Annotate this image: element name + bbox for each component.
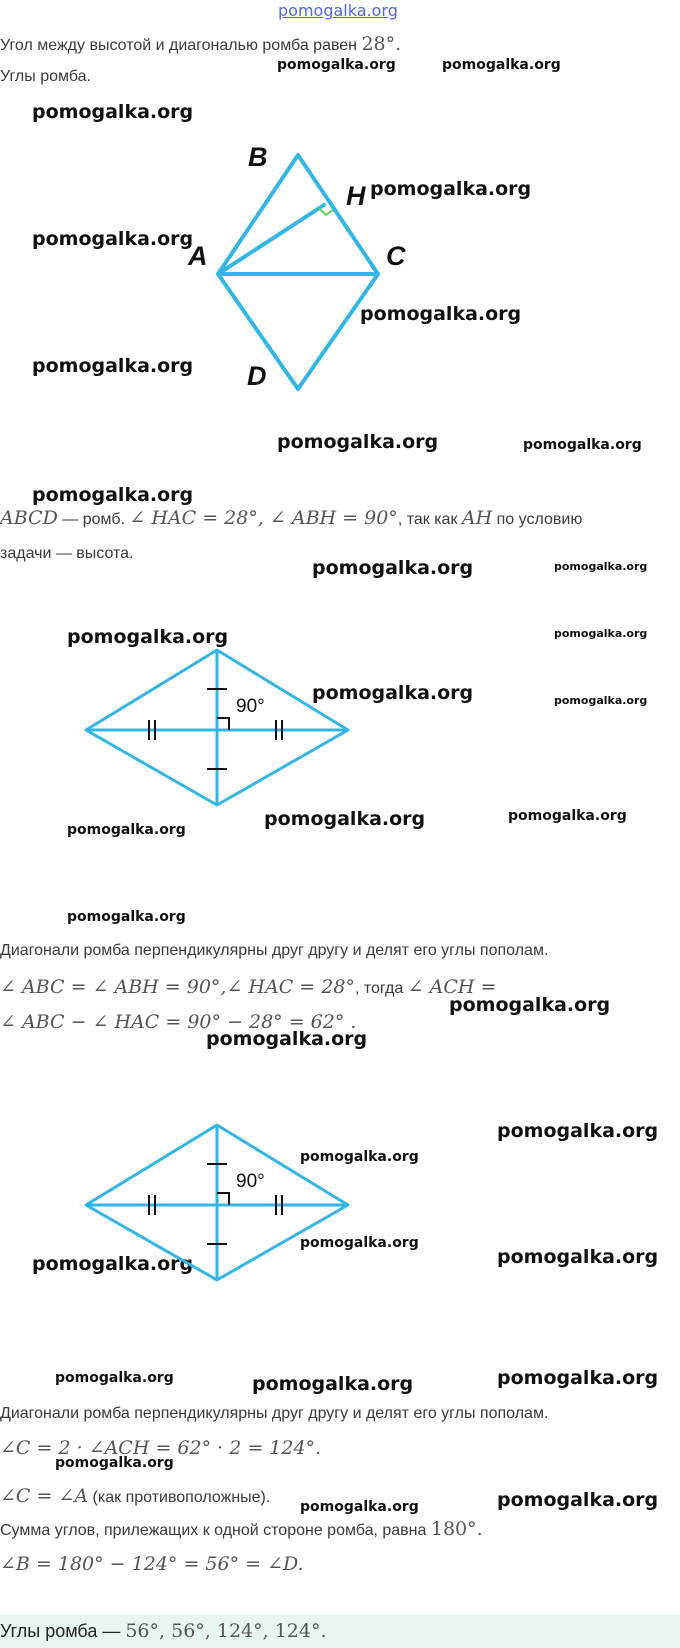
- math-abcd: ABCD: [0, 507, 58, 529]
- watermark: pomogalka.org: [554, 560, 648, 573]
- math-c-equals-a: ∠C = ∠A: [0, 1485, 89, 1507]
- rhombus-figure-abcd: [0, 0, 680, 440]
- problem-question: Углы ромба.: [0, 68, 91, 85]
- rhombus-diagonals-figure-2: [80, 1120, 380, 1300]
- watermark: pomogalka.org: [206, 1028, 368, 1050]
- step1-line-2: задачи — высота.: [0, 545, 134, 562]
- math-angles: ∠ HAC = 28°, ∠ ABH = 90°: [129, 507, 398, 529]
- watermark-top[interactable]: pomogalka.org: [278, 1, 398, 20]
- math-acch: ∠ ACH =: [407, 976, 497, 998]
- angle-label-90: 90°: [236, 696, 265, 717]
- math-180: 180°.: [430, 1518, 483, 1540]
- step2-text: Диагонали ромба перпендикулярны друг другу и делят его углы пополам.: [0, 942, 549, 959]
- text: Сумма углов, прилежащих к одной стороне ромба, равна: [0, 1522, 431, 1539]
- text: — ромб.: [57, 511, 130, 528]
- watermark: pomogalka.org: [300, 1149, 419, 1165]
- watermark: pomogalka.org: [312, 557, 474, 579]
- watermark: pomogalka.org: [32, 1253, 194, 1275]
- answer-values: 56°, 56°, 124°, 124°.: [125, 1620, 327, 1642]
- math-computation: ∠ ABC − ∠ HAC = 90° − 28° = 62° .: [0, 1011, 357, 1033]
- text: по условию: [492, 511, 583, 528]
- math-ah: AH: [461, 507, 493, 529]
- height-ah: [218, 205, 324, 274]
- math-angle-b: ∠B = 180° − 124° = 56° = ∠D.: [0, 1553, 304, 1575]
- watermark: pomogalka.org: [554, 627, 648, 640]
- vertex-label-d: D: [247, 361, 267, 391]
- vertex-label-c: C: [386, 241, 406, 271]
- answer-text: Углы ромба —: [0, 1621, 126, 1641]
- step2-line-2: [0, 976, 496, 998]
- watermark: pomogalka.org: [67, 822, 186, 838]
- watermark: pomogalka.org: [360, 303, 522, 325]
- watermark: pomogalka.org: [497, 1246, 659, 1268]
- vertex-label-a: A: [188, 241, 208, 271]
- watermark: pomogalka.org: [55, 1455, 174, 1471]
- watermark: pomogalka.org: [32, 484, 194, 506]
- text: , тогда: [354, 980, 408, 997]
- angle-label-90: 90°: [236, 1171, 265, 1192]
- watermark: pomogalka.org: [300, 1499, 419, 1515]
- watermark: pomogalka.org: [264, 808, 426, 830]
- step1-line-1: [0, 507, 582, 529]
- watermark: pomogalka.org: [32, 101, 194, 123]
- watermark: pomogalka.org: [277, 57, 396, 73]
- right-angle-mark: [217, 718, 229, 730]
- step3-line-3: [0, 1485, 270, 1507]
- watermark: pomogalka.org: [442, 57, 561, 73]
- watermark: pomogalka.org: [55, 1370, 174, 1386]
- right-angle-mark: [217, 1193, 229, 1205]
- answer-line: [0, 1620, 327, 1642]
- watermark: pomogalka.org: [300, 1235, 419, 1251]
- math-angles: ∠ ABC = ∠ ABH = 90°,∠ HAC = 28°: [0, 976, 355, 998]
- watermark: pomogalka.org: [277, 431, 439, 453]
- watermark: pomogalka.org: [252, 1373, 414, 1395]
- text: (как противоположные).: [88, 1489, 271, 1506]
- watermark: pomogalka.org: [497, 1367, 659, 1389]
- watermark: pomogalka.org: [32, 228, 194, 250]
- vertex-label-b: B: [248, 142, 268, 172]
- watermark: pomogalka.org: [312, 682, 474, 704]
- step3-line-5: [0, 1553, 304, 1575]
- watermark: pomogalka.org: [449, 994, 611, 1016]
- watermark: pomogalka.org: [67, 909, 186, 925]
- watermark: pomogalka.org: [523, 437, 642, 453]
- watermark: pomogalka.org: [497, 1489, 659, 1511]
- problem-angle: 28°.: [361, 33, 402, 55]
- text: , так как: [397, 511, 462, 528]
- right-angle-mark: [319, 208, 333, 215]
- problem-text: Угол между высотой и диагональю ромба равен: [0, 37, 362, 54]
- math-angle-c: ∠C = 2 · ∠ACH = 62° · 2 = 124°.: [0, 1437, 322, 1459]
- watermark: pomogalka.org: [32, 355, 194, 377]
- watermark: pomogalka.org: [67, 626, 229, 648]
- watermark: pomogalka.org: [508, 808, 627, 824]
- rhombus-diagonals-figure-1: [80, 645, 380, 825]
- step3-line-4: [0, 1518, 483, 1540]
- watermark: pomogalka.org: [370, 178, 532, 200]
- vertex-label-h: H: [346, 181, 366, 211]
- step3-text: Диагонали ромба перпендикулярны друг другу и делят его углы пополам.: [0, 1405, 549, 1422]
- watermark: pomogalka.org: [554, 694, 648, 707]
- watermark: pomogalka.org: [497, 1120, 659, 1142]
